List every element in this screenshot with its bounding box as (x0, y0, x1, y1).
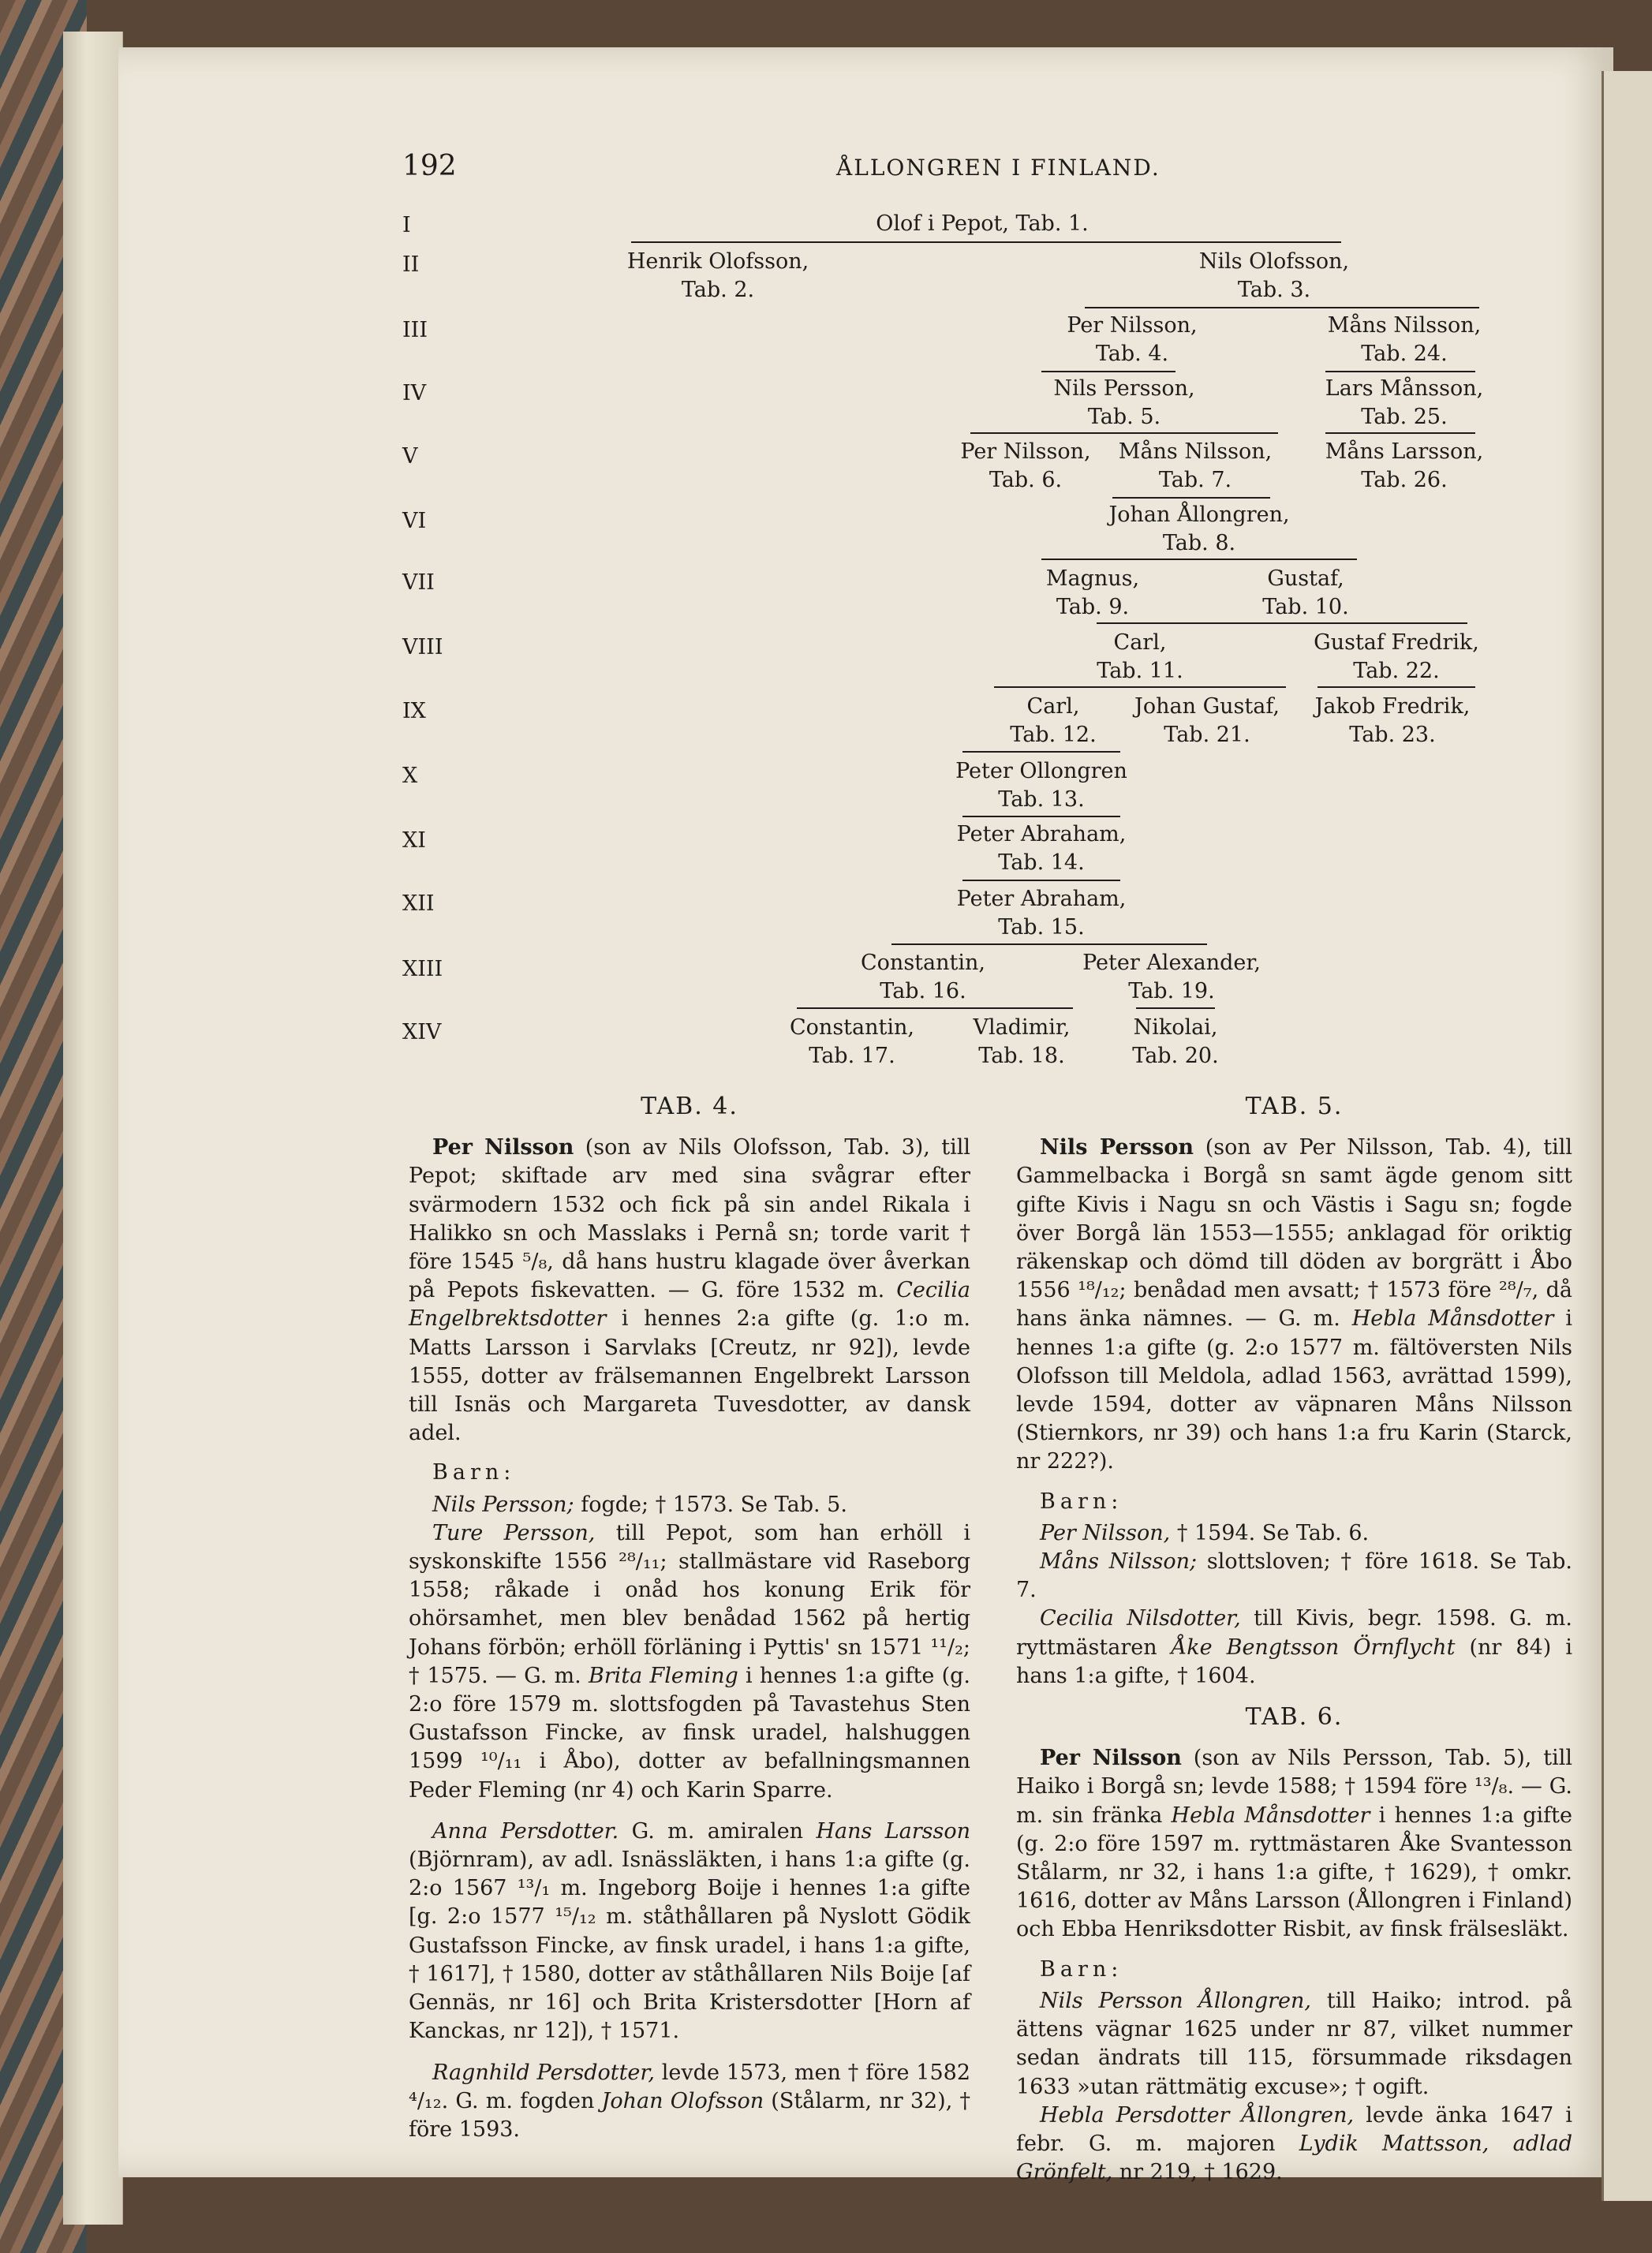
tree-node: Gustaf Fredrik, Tab. 22. (1314, 630, 1479, 683)
tree-bracket (1085, 307, 1479, 308)
children-heading: Barn: (1040, 1489, 1123, 1514)
tree-node: Magnus, Tab. 9. (1045, 566, 1140, 619)
tree-bracket (891, 943, 1207, 945)
generation-label: XII (402, 891, 435, 916)
tree-node: Per Nilsson, Tab. 6. (960, 439, 1091, 492)
tree-bracket (1317, 686, 1475, 688)
generation-label: VIII (402, 635, 443, 659)
tree-bracket (1325, 432, 1475, 434)
tree-bracket (962, 816, 1120, 817)
tree-node: Carl, Tab. 11. (1097, 630, 1183, 683)
tree-node: Carl, Tab. 12. (1010, 694, 1097, 747)
generation-label: X (402, 764, 418, 788)
tree-node: Peter Ollongren Tab. 13. (955, 759, 1127, 812)
generation-label: XIII (402, 957, 443, 981)
child-entry: Måns Nilsson; slottsloven; † före 1618. Se Tab. 7. (1016, 1549, 1572, 1603)
tree-bracket (631, 241, 1341, 243)
child-entry: Ragnhild Persdotter, levde 1573, men † före 1582 ⁴/₁₂. G. m. fogden Johan Olofsson (Stålarm, nr 32), † före 1593. (409, 2060, 970, 2142)
tree-node: Vladimir, Tab. 18. (973, 1015, 1071, 1068)
child-entry: Hebla Persdotter Ållongren, levde änka 1647 i febr. G. m. majoren Lydik Mattsson, adlad Grönfelt, nr 219, † 1629. (1016, 2102, 1572, 2185)
section-heading: TAB. 4. (641, 1093, 738, 1120)
generation-label: XI (402, 828, 426, 853)
tree-node: Jakob Fredrik, Tab. 23. (1314, 694, 1471, 747)
page-number: 192 (402, 150, 457, 182)
tree-node: Gustaf, Tab. 10. (1262, 566, 1349, 619)
tree-bracket (970, 432, 1278, 434)
tree-node: Johan Ållongren, Tab. 8. (1108, 503, 1290, 555)
generation-label: VII (402, 570, 435, 595)
children-heading: Barn: (1040, 1956, 1123, 1982)
child-entry: Anna Persdotter. G. m. amiralen Hans Larsson (Björnram), av adl. Isnässläkten, i hans 1:a gifte (g. 2:o 1567 ¹³/₁ m. Ingeborg Boije i hennes 1:a gifte [g. 2:o 1577 ¹⁵/₁₂ m. ståthållaren på Nyslott Gödik Gustafsson Fincke, av finsk uradel, i hans 1:a gifte, † 1617], † 1580, dotter av ståthållaren Nils Boije [af Gennäs, nr 16] och Brita Kristersdotter [Horn af Kanckas, nr 12]), † 1571. (409, 1818, 970, 2044)
generation-label: XIV (402, 1020, 442, 1044)
tree-node: Henrik Olofsson, Tab. 2. (626, 249, 809, 302)
child-entry: Nils Persson; fogde; † 1573. Se Tab. 5. (432, 1492, 847, 1517)
next-page-edge (1602, 71, 1652, 2201)
tree-bracket (1041, 559, 1357, 560)
generation-label: I (402, 213, 411, 237)
entry-paragraph: Nils Persson (son av Per Nilsson, Tab. 4), till Gammelbacka i Borgå sn samt ägde genom sitt gifte Kivis i Nagu sn och Västis i Sagu sn; fogde över Borgå län 1553—1555; anklagad för oriktig räkenskap och dömd till döden av borgrätt i Åbo 1556 ¹⁸/₁₂; benådad men avsatt; † 1573 före ²⁸/₇, då hans änka nämnes. — G. m. Hebla Månsdotter i hennes 1:a gifte (g. 2:o 1577 m. fältöversten Nils Olofsson till Meldola, adlad 1563, avrättad 1599), levde 1594, dotter av väpnaren Måns Nilsson (Stiernkors, nr 39) och hans 1:a fru Karin (Starck, nr 222?). (1016, 1135, 1573, 1474)
tree-node: Olof i Pepot, Tab. 1. (876, 211, 1089, 236)
tree-node: Peter Abraham, Tab. 15. (956, 887, 1127, 940)
tree-bracket (1097, 622, 1467, 624)
tree-bracket (994, 686, 1286, 688)
left-column (409, 1093, 970, 2144)
tree-node: Lars Månsson, Tab. 25. (1325, 376, 1484, 429)
tree-node: Nikolai, Tab. 20. (1132, 1015, 1219, 1068)
running-title: ÅLLONGREN I FINLAND. (836, 155, 1161, 181)
tree-bracket (962, 751, 1120, 753)
tree-node: Nils Persson, Tab. 5. (1053, 376, 1195, 429)
tree-node: Nils Olofsson, Tab. 3. (1198, 249, 1350, 302)
tree-node: Peter Alexander, Tab. 19. (1082, 951, 1261, 1003)
tree-node: Måns Larsson, Tab. 26. (1325, 439, 1484, 492)
child-entry: Nils Persson Ållongren, till Haiko; introd. på ättens vägnar 1625 under nr 87, vilket nummer sedan ändrats till 115, försummade riksdagen 1633 »utan rättmätig excuse»; † ogift. (1016, 1988, 1572, 2099)
entry-paragraph: Per Nilsson (son av Nils Olofsson, Tab. 3), till Pepot; skiftade arv med sina svågrar efter svärmodern 1532 och fick på sin andel Rikala i Halikko sn och Masslaks i Pernå sn; torde varit † före 1545 ⁵/₈, då hans hustru klagade över åverkan på Pepots fiskevatten. — G. före 1532 m. Cecilia Engelbrektsdotter i hennes 2:a gifte (g. 1:o m. Matts Larsson i Sarvlaks [Creutz, nr 92]), levde 1555, dotter av frälsemannen Engelbrekt Larsson till Isnäs och Margareta Tuvesdotter, av dansk adel. (409, 1135, 970, 1446)
entry-paragraph: Per Nilsson (son av Nils Persson, Tab. 5), till Haiko i Borgå sn; levde 1588; † 1594 före ¹³/₈. — G. m. sin fränka Hebla Månsdotter i hennes 1:a gifte (g. 2:o före 1597 m. ryttmästaren Åke Svantesson Stålarm, nr 32, i hans 1:a gifte, † 1629), † omkr. 1616, dotter av Måns Larsson (Ållongren i Finland) och Ebba Henriksdotter Risbit, av finsk frälsesläkt. (1016, 1746, 1572, 1942)
tree-bracket (1041, 371, 1175, 372)
tree-bracket (1136, 1007, 1215, 1009)
generation-label: V (402, 444, 418, 469)
generation-label: IX (402, 699, 426, 723)
generation-label: III (402, 318, 428, 342)
tree-node: Constantin, Tab. 16. (861, 951, 985, 1003)
child-entry: Per Nilsson, † 1594. Se Tab. 6. (1040, 1520, 1370, 1545)
tree-bracket (1325, 371, 1475, 372)
generation-label: VI (402, 509, 427, 533)
children-heading: Barn: (432, 1460, 516, 1485)
right-column (1016, 1093, 1572, 2187)
section-heading: TAB. 6. (1245, 1703, 1344, 1732)
tree-node: Peter Abraham, Tab. 14. (956, 822, 1127, 875)
tree-node: Johan Gustaf, Tab. 21. (1134, 694, 1280, 747)
tree-bracket (797, 1007, 1073, 1009)
tree-bracket (962, 880, 1120, 881)
tree-bracket (1112, 497, 1270, 499)
page-stack-edge (63, 32, 123, 2225)
child-entry: Ture Persson, till Pepot, som han erhöll i syskonskifte 1556 ²⁸/₁₁; stallmästare vid Raseborg 1558; råkade i onåd hos konung Erik för ohörsamhet, men blev benådad 1562 på hertig Johans förbön; erhöll förläning i Pyttis' sn 1571 ¹¹/₂; † 1575. — G. m. Brita Fleming i hennes 1:a gifte (g. 2:o före 1579 m. slottsfogden på Tavastehus Sten Gustafsson Fincke, av finsk uradel, halshuggen 1599 ¹⁰/₁₁ i Åbo), dotter av befallningsmannen Peder Fleming (nr 4) och Karin Sparre. (409, 1520, 970, 1803)
generation-label: II (402, 252, 420, 277)
generation-label: IV (402, 381, 427, 405)
tree-node: Per Nilsson, Tab. 4. (1067, 313, 1198, 366)
section-heading: TAB. 5. (1245, 1093, 1344, 1120)
tree-node: Måns Nilsson, Tab. 7. (1118, 439, 1273, 492)
tree-node: Måns Nilsson, Tab. 24. (1327, 313, 1482, 366)
child-entry: Cecilia Nilsdotter, till Kivis, begr. 1598. G. m. ryttmästaren Åke Bengtsson Örnflycht (nr 84) i hans 1:a gifte, † 1604. (1016, 1606, 1572, 1688)
tree-node: Constantin, Tab. 17. (790, 1015, 914, 1068)
